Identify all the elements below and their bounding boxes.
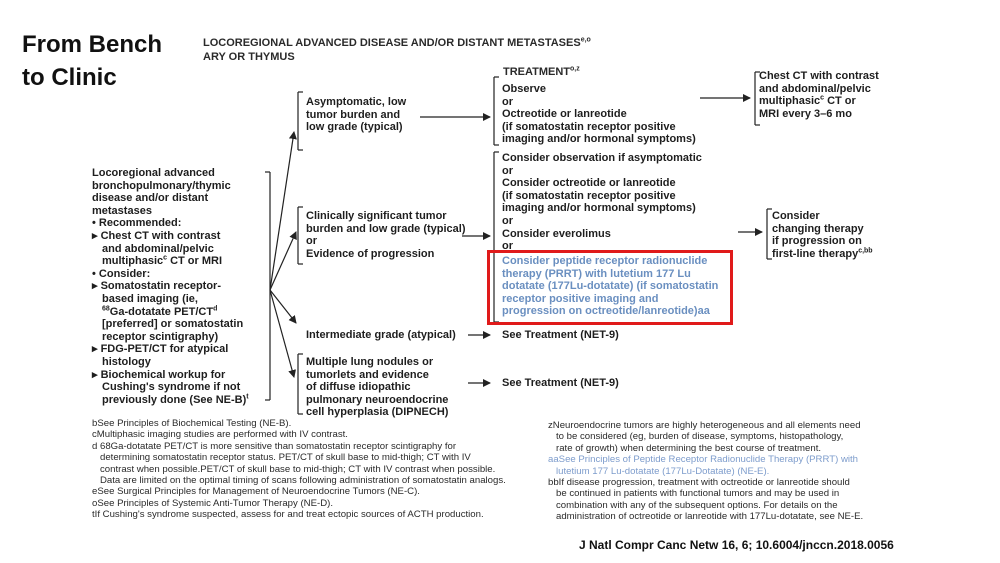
prrt-line: Consider peptide receptor radionuclide [502,255,708,267]
slide-title: From Bench to Clinic [22,31,163,91]
root-line: ▸ Biochemical workup for [92,368,226,381]
footnote: oSee Principles of Systemic Anti-Tumor Therapy (NE-D). [92,497,333,509]
root-line: multiphasic$^c$ CT or MRI [102,254,223,268]
prrt-line: dotatate (177Lu-dotatate) (if somatostatin [502,280,719,293]
footnote: d 68Ga-dotatate PET/CT is more sensitive than somatostatin receptor scintigraphy for [92,440,457,452]
treatment-line: imaging and/or hormonal symptoms) [502,133,696,146]
footnote: combination with any of the subsequent options. For details on the [556,499,838,511]
root-line: disease and/or distant [92,192,209,205]
root-line: and abdominal/pelvic [102,242,214,255]
footnotes-right [548,420,863,523]
root-line: previously done (See NE-B)$^t$ [102,393,249,406]
footnote: tIf Cushing's syndrome suspected, assess for and treat ectopic sources of ACTH production. [92,509,484,521]
arrow-to-branch-3 [270,290,296,323]
branch-clinically-significant: Clinically significant tumor burden and low grade (typical) or Evidence of progression [306,210,466,260]
treatment-label: TREATMENT$^{o,z}$ [503,65,580,78]
prrt-line: therapy (PRRT) with lutetium 177 Lu [502,267,691,280]
followup-line: and abdominal/pelvic [759,82,871,95]
root-line: • Recommended: [92,217,182,230]
footnote: bSee Principles of Biochemical Testing (NE-B). [92,418,292,429]
arrow-to-branch-4 [270,290,294,377]
followup-line: if progression on [772,235,862,248]
footnote: be continued in patients with functional tumors and may be used in [556,488,840,500]
footnote: administration of octreotide or lanreotide with 177Lu-dotatate, see NE-E. [556,511,864,523]
footnote: aaSee Principles of Peptide Receptor Radionuclide Therapy (PRRT) with [548,454,859,466]
prrt-highlight-box [487,250,733,325]
followup-line: MRI every 3–6 mo [759,107,852,120]
header-title: LOCOREGIONAL ADVANCED DISEASE AND/OR DISTANT METASTASES$^{e,o}$ [203,36,591,49]
footnote: eSee Surgical Principles for Management of Neuroendocrine Tumors (NE-C). [92,486,420,498]
treatment-line: Consider everolimus [502,227,611,240]
treatment-3: See Treatment (NET-9) [502,329,619,341]
citation: J Natl Compr Canc Netw 16, 6; 10.6004/jnccn.2018.0056 [579,538,894,552]
branch-asymptomatic: Asymptomatic, low tumor burden and low grade (typical) [306,96,407,134]
treatment-line: or [502,164,513,177]
root-line: receptor scintigraphy) [102,330,219,343]
footnote: rate of growth) when determining the best course of treatment. [556,442,822,454]
root-line: based imaging (ie, [102,292,198,305]
treatment-line: or [502,214,513,227]
root-line: ▸ Somatostatin receptor- [92,280,221,293]
footnote: to be considered (eg, burden of disease, symptoms, histopathology, [556,431,844,443]
root-line: ▸ Chest CT with contrast [92,229,221,242]
followup-line: multiphasic$^c$ CT or [759,94,856,108]
treatment-1 [502,83,696,146]
treatment-line: Consider observation if asymptomatic [502,152,702,164]
followup-1 [759,70,879,120]
footnote: lutetium 177 Lu-dotatate (177Lu-Dotatate) (NE-E). [556,465,770,477]
followup-2 [772,210,873,260]
footnotes-left [92,418,506,521]
followup-line: Consider [772,210,820,222]
followup-line: changing therapy [772,222,864,235]
footnote: contrast when possible.PET/CT of skull base to mid-thigh; CT with IV contrast when possible. [100,463,496,475]
root-line: histology [102,355,151,368]
prrt-line: progression on octreotide/lanreotide)aa [502,305,710,318]
treatment-line: Octreotide or lanreotide [502,108,627,121]
root-line: metastases [92,204,152,217]
treatment-line: imaging and/or hormonal symptoms) [502,202,696,215]
followup-line: first-line therapy$^{c,bb}$ [772,247,873,260]
root-box [92,167,249,406]
footnote: bbIf disease progression, treatment with octreotide or lanreotide should [548,477,850,489]
footnote: Data are limited on the optimal timing of scans following administration of somatostatin analogs. [100,475,506,487]
root-line: • Consider: [92,267,151,280]
root-line: bronchopulmonary/thymic [92,179,231,192]
header-subtitle: ARY OR THYMUS [203,51,295,63]
prrt-line: receptor positive imaging and [502,292,659,305]
treatment-line: or [502,95,513,108]
treatment-line: Observe [502,83,547,95]
treatment-line: (if somatostatin receptor positive [502,189,676,202]
branch-dipnech: Multiple lung nodules or tumorlets and evidence of diffuse idiopathic pulmonary neuroendocrine cell hyperplasia (DIPNECH) [306,356,449,419]
root-line: [preferred] or somatostatin [102,318,244,331]
treatment-line: or [502,240,513,253]
arrow-to-branch-1 [270,132,294,290]
treatment-2 [502,152,702,253]
root-line: Cushing's syndrome if not [102,381,241,394]
root-line: $^{68}$Ga-dotatate PET/$CT^d$ [102,304,218,318]
root-line: ▸ FDG-PET/CT for atypical [92,343,229,356]
footnote: determining somatostatin receptor status. PET/CT of skull base to mid-thigh; CT with IV [100,452,471,464]
footnote: cMultiphasic imaging studies are performed with IV contrast. [92,429,348,441]
followup-line: Chest CT with contrast [759,70,879,82]
branch-intermediate-grade: Intermediate grade (atypical) [306,329,456,341]
root-line: Locoregional advanced [92,167,215,179]
treatment-line: (if somatostatin receptor positive [502,120,676,133]
footnote: zNeuroendocrine tumors are highly heterogeneous and all elements need [548,420,861,431]
treatment-4: See Treatment (NET-9) [502,377,619,389]
treatment-line: Consider octreotide or lanreotide [502,177,676,190]
